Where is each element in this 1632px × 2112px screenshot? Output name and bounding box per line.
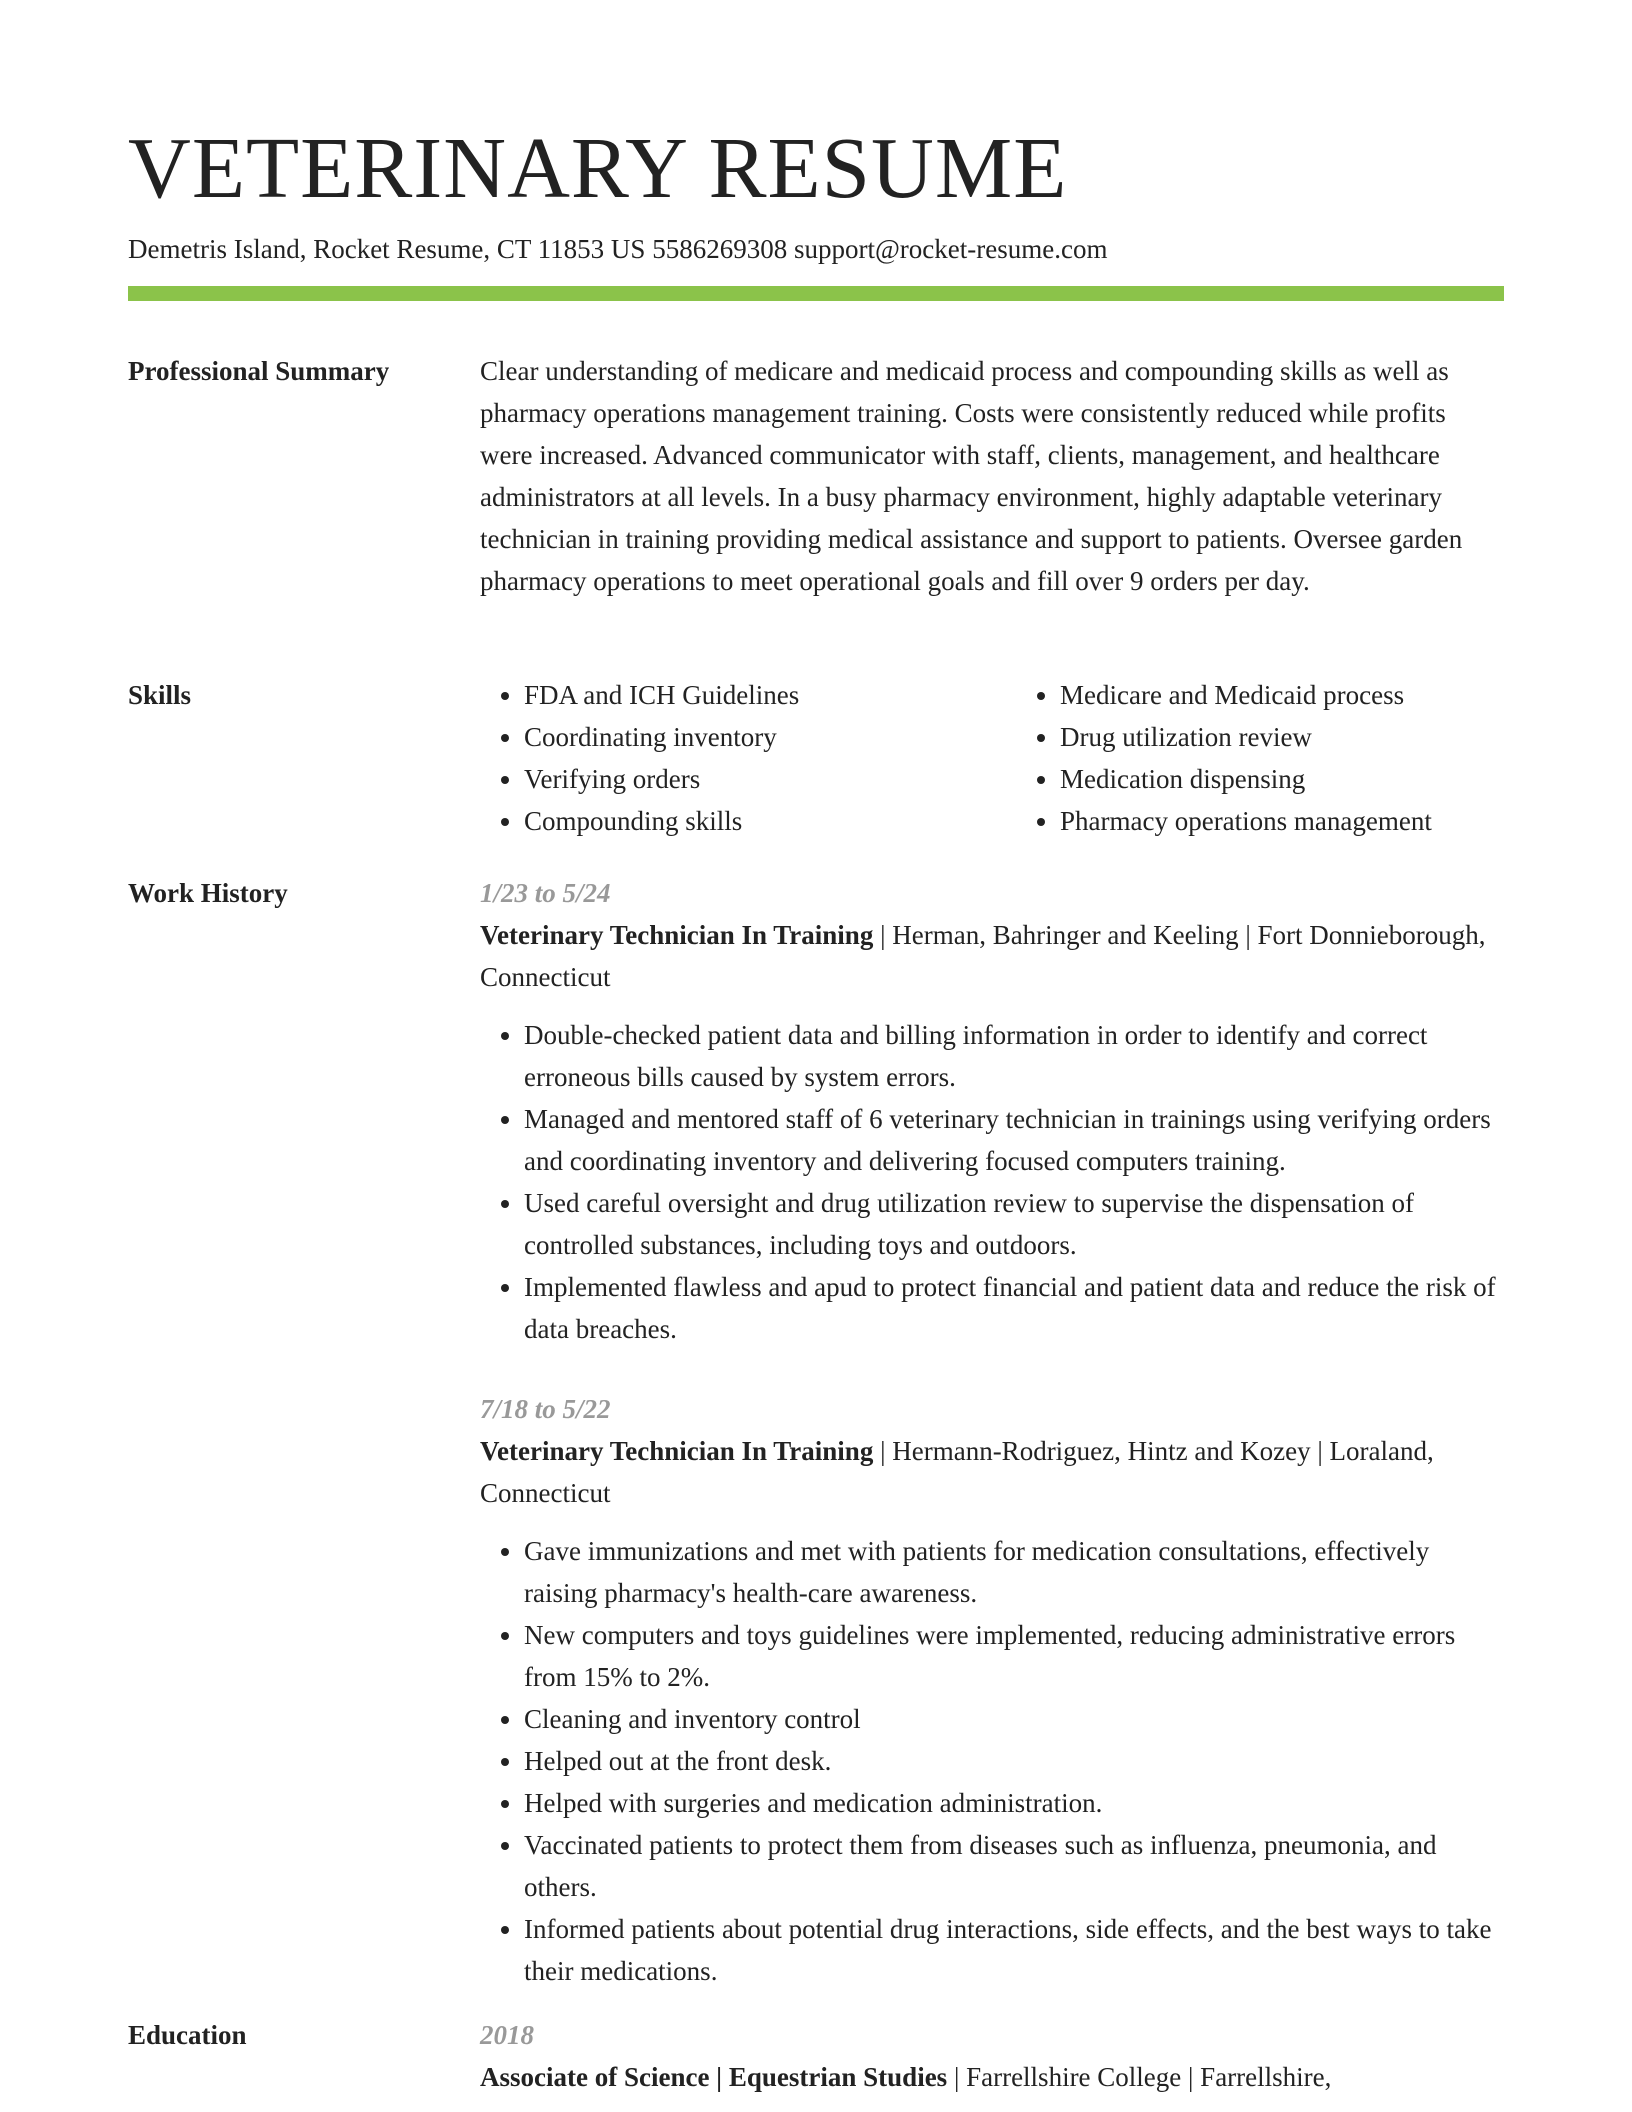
skill-item: • FDA and ICH Guidelines: [524, 674, 968, 716]
job-title: Veterinary Technician In Training: [480, 920, 874, 950]
job-bullet: • Used careful oversight and drug utilization review to supervise the dispensation of controlled substances, including toys and outdoors.: [524, 1182, 1504, 1266]
skill-item: • Drug utilization review: [1060, 716, 1504, 758]
job-bullet: • Helped with surgeries and medication administration.: [524, 1782, 1504, 1824]
section-label: Professional Summary: [128, 356, 390, 386]
job-title: Veterinary Technician In Training: [480, 1436, 874, 1466]
section-label: Work History: [128, 878, 288, 908]
job-heading: [480, 1430, 1504, 1514]
education-heading: [480, 2056, 1504, 2098]
job-bullet: • Double-checked patient data and billing information in order to identify and correct erroneous bills caused by system errors.: [524, 1014, 1504, 1098]
education-date: 2018: [480, 2020, 534, 2050]
job-heading: [480, 914, 1504, 998]
job-bullet: • Vaccinated patients to protect them from diseases such as influenza, pneumonia, and others.: [524, 1824, 1504, 1908]
job-date: 7/18 to 5/22: [480, 1394, 611, 1424]
job-entry: [480, 872, 1504, 1350]
skill-item: • Pharmacy operations management: [1060, 800, 1504, 842]
education-details: | Farrellshire College | Farrellshire,: [947, 2062, 1332, 2092]
job-details: | Hermann-Rodriguez, Hintz and Kozey | Loraland, Connecticut: [480, 1436, 1434, 1508]
job-bullet: • New computers and toys guidelines were implemented, reducing administrative errors from 15% to 2%.: [524, 1614, 1504, 1698]
header-divider: [128, 286, 1504, 301]
section-label: Education: [128, 2020, 247, 2050]
job-bullets: [480, 1530, 1504, 1992]
skills-columns: [480, 674, 1504, 842]
job-bullet: • Cleaning and inventory control: [524, 1698, 1504, 1740]
skills-list-right: [1016, 674, 1504, 842]
skill-item: • Medication dispensing: [1060, 758, 1504, 800]
skills-list-left: [480, 674, 968, 842]
contact-line: Demetris Island, Rocket Resume, CT 11853 US 5586269308 support@rocket-resume.com: [128, 234, 1108, 264]
job-bullet: • Helped out at the front desk.: [524, 1740, 1504, 1782]
job-bullet: • Gave immunizations and met with patients for medication consultations, effectively raising pharmacy's health-care awareness.: [524, 1530, 1504, 1614]
job-bullet: • Informed patients about potential drug interactions, side effects, and the best ways to take their medications.: [524, 1908, 1504, 1992]
job-bullets: [480, 1014, 1504, 1350]
job-bullet: • Implemented flawless and apud to protect financial and patient data and reduce the risk of data breaches.: [524, 1266, 1504, 1350]
skill-item: • Verifying orders: [524, 758, 968, 800]
job-entry: [480, 1388, 1504, 1992]
skill-item: • Compounding skills: [524, 800, 968, 842]
resume-title: VETERINARY RESUME: [128, 119, 1068, 216]
skill-item: • Medicare and Medicaid process: [1060, 674, 1504, 716]
job-bullet: • Managed and mentored staff of 6 veterinary technician in trainings using verifying orders and coordinating inventory and delivering focused computers training.: [524, 1098, 1504, 1182]
section-label: Skills: [128, 680, 192, 710]
education-degree: Associate of Science | Equestrian Studies: [480, 2062, 948, 2092]
summary-text: Clear understanding of medicare and medicaid process and compounding skills as well as pharmacy operations management training. Costs were consistently reduced while profits were increased. Advanced communicator with staff, clients, management, and healthcare administrators at all levels. In a busy pharmacy environment, highly adaptable veterinary technician in training providing medical assistance and support to patients. Oversee garden pharmacy operations to meet operational goals and fill over 9 orders per day.: [480, 356, 1463, 596]
job-details: | Herman, Bahringer and Keeling | Fort Donnieborough, Connecticut: [480, 920, 1486, 992]
skill-item: • Coordinating inventory: [524, 716, 968, 758]
job-date: 1/23 to 5/24: [480, 878, 611, 908]
